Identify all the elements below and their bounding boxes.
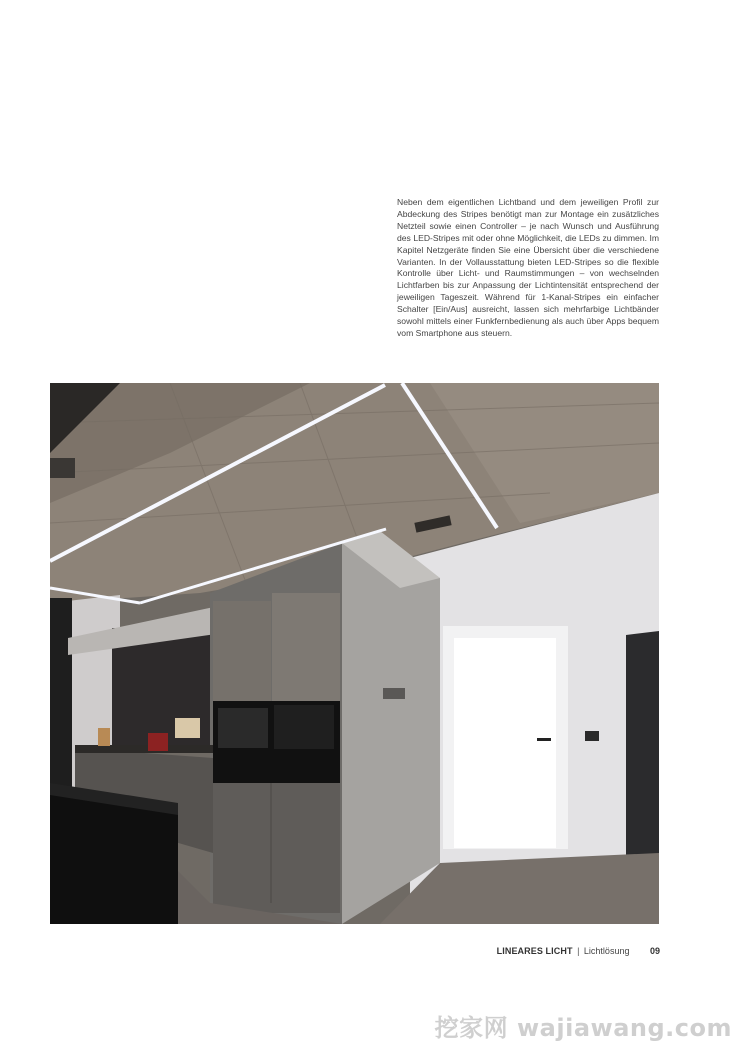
footer-subtitle: Lichtlösung — [583, 946, 630, 956]
kitchen-photo — [50, 383, 659, 924]
footer-separator: | — [577, 946, 580, 956]
body-paragraph: Neben dem eigentlichen Lichtband und dem jeweiligen Profil zur Abdeckung des Stripes benötigt man zur Montage ein zusätzliches Netzteil sowie einen Controller – je nach Wunsch und Ausführung des LED-Stripes mit oder ohne Möglichkeit, die LEDs zu dimmen. Im Kapitel Netzgeräte finden Sie eine Übersicht über die verschiedene Varianten. In der Vollausstattung bieten LED-Stripes so die flexible Kontrolle über Licht- und Raumstimmungen – von wechselnden Lichtfarben bis zur Anpassung der Lichtintensität entsprechend der jeweiligen Tageszeit. Während für 1-Kanal-Stripes ein einfacher Schalter [Ein/Aus] ausreicht, lassen sich mehrfarbige Lichtbänder sowohl mittels einer Funkfernbedienung als auch über Apps bequem vom Smartphone aus steuern. — [397, 197, 659, 338]
body-text-block — [397, 197, 659, 340]
footer-section-title: LINEARES LICHT — [496, 946, 573, 956]
page-footer — [400, 946, 660, 956]
page-number: 09 — [649, 946, 660, 956]
watermark: 挖家网 wajiawang.com — [434, 1014, 732, 1042]
